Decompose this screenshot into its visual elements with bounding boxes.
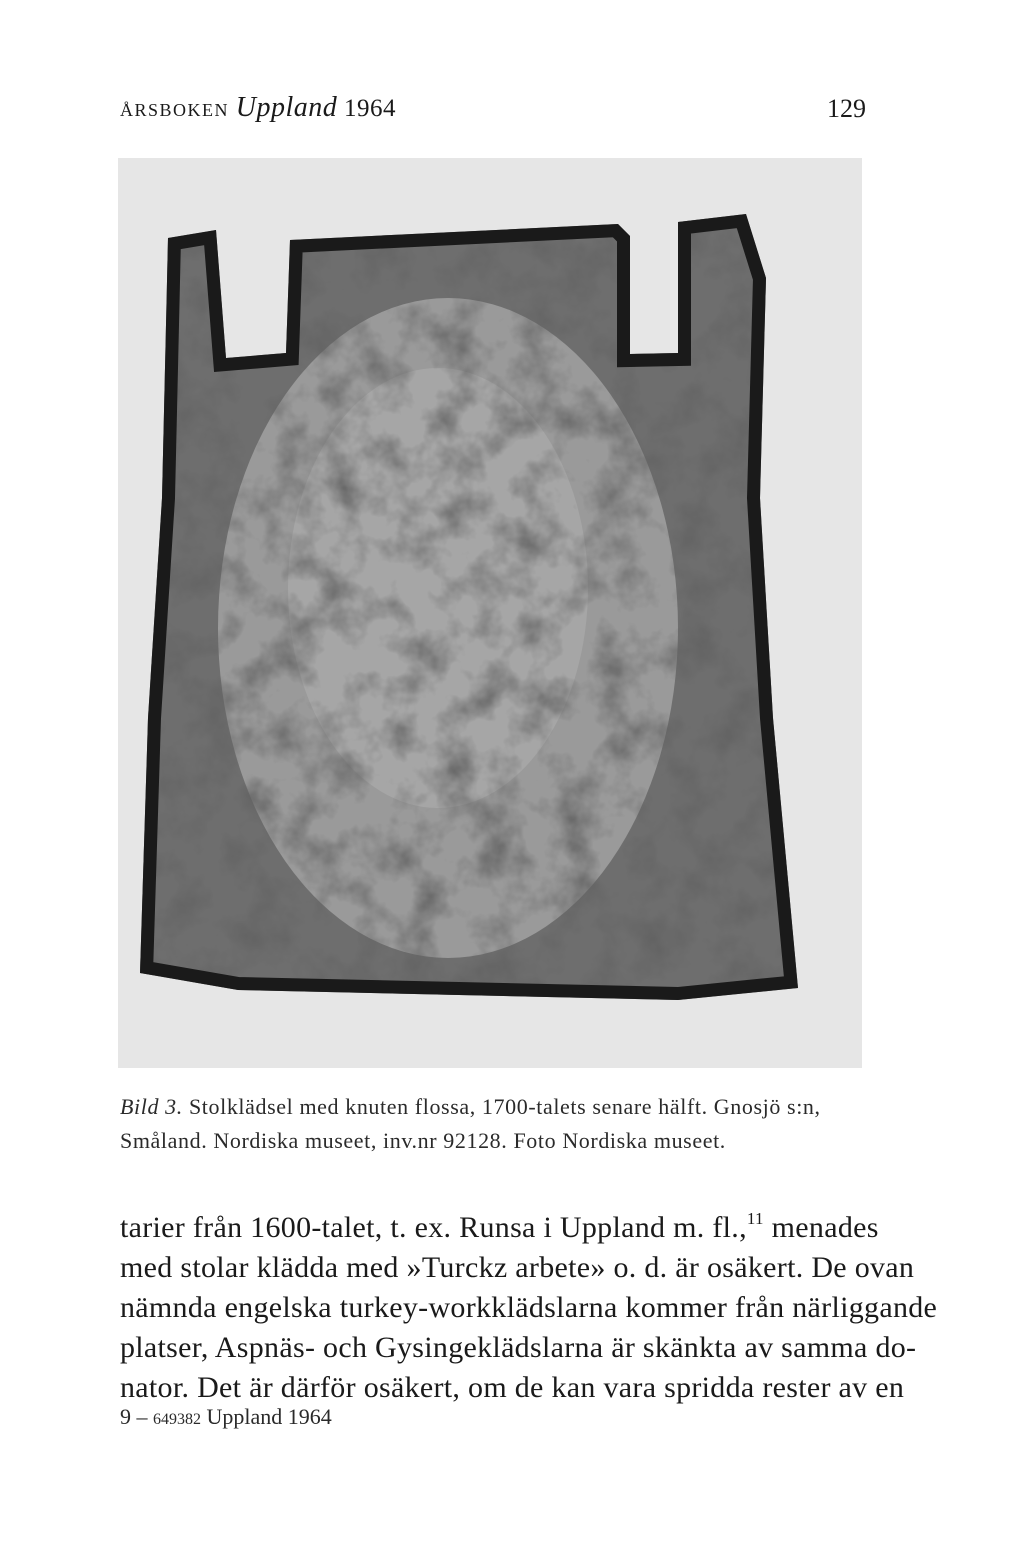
body-line-1-end: menades [763, 1211, 879, 1244]
caption-text-line1: Stolklädsel med knuten flossa, 1700-talets senare hälft. Gnosjö s:n, [182, 1094, 821, 1119]
body-line-1-start: tarier från 1600-talet, t. ex. Runsa i Uppland m. fl., [120, 1211, 747, 1244]
body-paragraph [120, 1208, 938, 1408]
figure-caption [120, 1090, 864, 1158]
header-journal-name: Uppland [235, 92, 338, 123]
caption-label: Bild 3. [120, 1094, 183, 1119]
footer-sheet-number: 9 – [120, 1404, 153, 1429]
header-yearbook-label: ÅRSBOKEN [120, 100, 230, 120]
footnote-ref: 11 [746, 1209, 764, 1228]
textile-photo-icon [118, 158, 862, 1068]
body-line-2: med stolar klädda med »Turckz arbete» o. d. är osäkert. De ovan [120, 1251, 915, 1284]
page-number: 129 [827, 94, 866, 123]
body-line-4: platser, Aspnäs- och Gysingeklädslarna är skänkta av samma do- [120, 1331, 917, 1364]
header-year: 1964 [344, 95, 397, 122]
body-line-5: nator. Det är därför osäkert, om de kan vara spridda rester av en [120, 1371, 905, 1404]
signature-footer [120, 1404, 332, 1430]
header-title [120, 92, 396, 124]
chair-cover-illustration [118, 158, 862, 1068]
caption-text-line2: Småland. Nordiska museet, inv.nr 92128. Foto Nordiska museet. [120, 1128, 726, 1153]
footer-code: 649382 [153, 1411, 201, 1428]
footer-publication: Uppland 1964 [201, 1404, 332, 1429]
body-line-3: nämnda engelska turkey-workklädslarna kommer från närliggande [120, 1291, 938, 1324]
body-line-1 [120, 1208, 879, 1248]
running-header [120, 92, 866, 132]
